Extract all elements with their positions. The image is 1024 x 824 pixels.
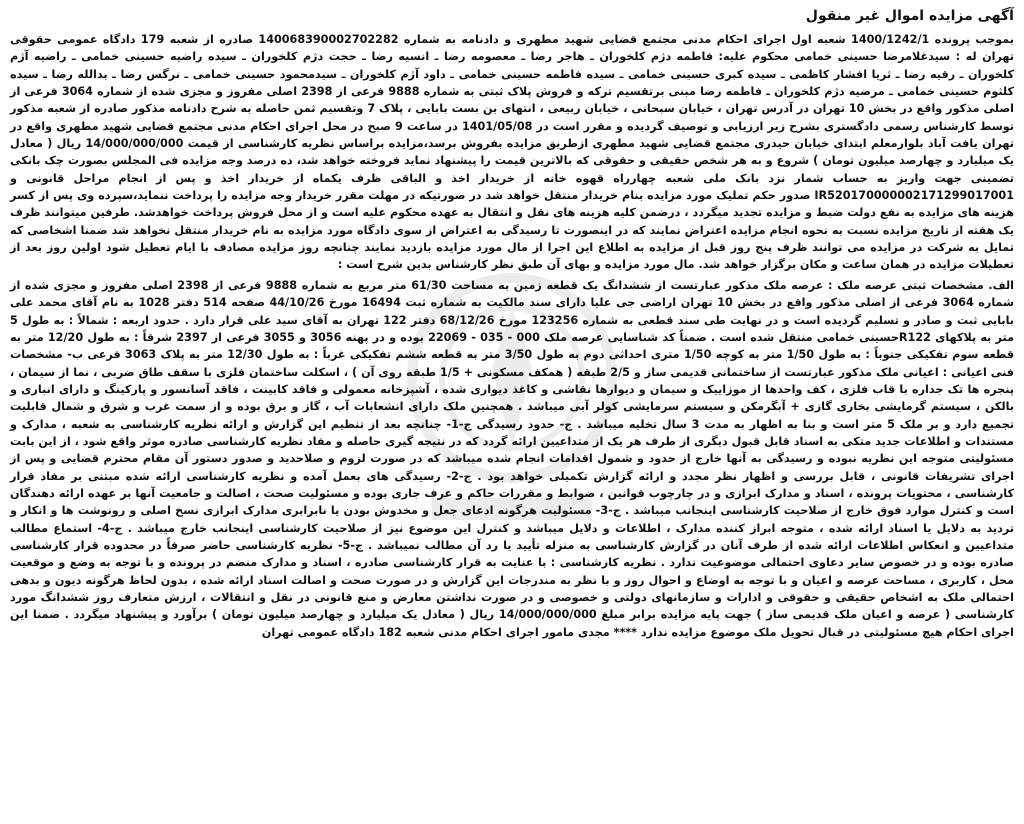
notice-title: آگهی مزایده اموال غیر منقول <box>805 8 1014 24</box>
notice-body-paragraph: بموجب پرونده 1400/1242/1 شعبه اول اجرای احکام مدنی مجتمع قضایی شهید مطهری و دادنامه به شماره 140068390002702282 صادره از شعبه 179 دادگاه عمومی حقوقی تهران له : سیدغلامرضا حسینی خمامی محکوم علیه: فاطمه دژم کلخوران ـ هاجر رضا ـ معصومه رضا ـ انسیه رضا ـ حجت دژم کلخوران ـ سیده راضیه حسینی خمامی ـ راضیه آژم کلخوران ـ رقیه رضا ـ ثریا افشار کاظمی ـ سیده کبری حسینی خمامی ـ سیده فاطمه حسینی خمامی ـ داود آژم کلخوران ـ سیدمحمود حسینی خمامی ـ نرگس رضا ـ بدالله رضا ـ سیده کلثوم حسینی خمامی ـ مرضیه دژم کلخوران ـ فاطمه رضا مبنی برتقسیم ترکه و فروش پلاک ثبتی به شماره 9888 فرعی از 2398 اصلی مفروز و مجزی شده از شماره 3064 فرعی از اصلی مذکور واقع در بخش 10 تهران در آدرس تهران ، خیابان سبحانی ، خیابان ربیعی ، انتهای بن بست بابایی ، پلاک 7 وتقسیم ثمن حاصله به شرح دادنامه مذکور صادره از شعبه مذکور توسط کارشناس رسمی دادگستری بشرح زیر ارزیابی و توصیف گردیده و مقرر است در 1401/05/08 در ساعت 9 صبح در محل اجرای احکام مدنی مجتمع قضایی شهید مطهری واقع در تهران یافت آباد بلوارمعلم ابتدای خیابان حیدری مجتمع قضایی شهید مطهری ازطریق مزایده بفروش برسد،مزایده براساس نظریه کارشناسی از قیمت 14/000/000/000 ریال ( معادل یک میلیارد و چهارصد میلیون تومان ) شروع و به هر شخص حقیقی و حقوقی که بالاترین قیمت را پیشنهاد نماید فروخته خواهد شد، ده درصد وجه مزایده فی المجلس بصورت چک بانکی تضمینی جهت واریز به حساب شمار نزد بانک ملی شعبه چهارراه قهوه خانه از خریدار اخذ و الباقی ظرف یکماه از خریدار اخذ و پس از انجام مراحل قانونی و IR520170000002171299017001 صدور حکم تملیک مورد مزایده بنام خریدار منتقل خواهد شد در صورتیکه در مهلت مقرر خریدار وجه مزایده را پرداخت ننماید،سپرده وی پس از کسر هزینه های مزایده به نفع دولت ضبط و مزایده تجدید میگردد ، درضمن کلیه هزینه های نقل و انتقال به عهده محکوم علیه است و از محل فروش پرداخت خواهدشد. طرفین میتوانند ظرف یک هفته از تاریخ مزایده نسبت به نحوه انجام مزایده اعتراض نمایند که در اینصورت تا رسیدگی به اعتراض از سوی دادگاه مورد مزایده به نام خریدار منتقل نخواهد شد ضمنا اشخاصی که تمایل به شرکت در مزایده می توانند ظرف پنج روز قبل از مزایده به اطلاع این اجرا از مال مورد مزایده بازدید نمایند چنانچه روز مزایده مصادف با ایام تعطیل شود اولین روز بعد از تعطیلات مزایده در همان ساعت و مکان برگزار خواهد شد. مال مورد مزایده و بهای آن طبق نظر کارشناس بدین شرح است : <box>10 33 1015 272</box>
property-specification-paragraph: الف. مشخصات ثبتی عرصه ملک : عرصه ملک مذکور عبارتست از ششدانگ یک قطعه زمین به مساحت 61/30 متر مربع به شماره 9888 فرعی از 2398 اصلی مفروز و مجزی شده از شماره 3064 فرعی از اصلی مذکور واقع در بخش 10 تهران اراضی جی علیا دارای سند مالکیت به شماره ثبت 16494 مورخ 44/10/26 صفحه 514 دفتر 1028 به نام آقای محمد علی بابایی ثبت و صادر و تسلیم گردیده است و در نهایت طی سند قطعی به شماره 123256 مورخ 68/12/26 دفتر 122 تهران به آقای سید علی قرار دارد . حدود اربعه : شمالاً : به طول 5 متر به پلاکهای R122حسینی خمامی منتقل شده است . ضمناً کد شناسایی عرصه ملک 000 - 035 - 22069 بوده و در پهنه 3056 و 3055 فرعی از 2397 شرقاً : به طول 12/20 متر به قطعه سوم تفکیکی جنوباً : به طول 1/50 متر به کوچه 1/50 متری احداثی دوم به طول 3/50 متر به قطعه ششم تفکیکی غرباً : به طول 12/30 متر به پلاک 3063 فرعی ب- مشخصات فنی اعیانی : اعیانی ملک مذکور عبارتست از ساختمانی قدیمی ساز و 2/5 طبقه ( همکف مسکونی + 1/5 طبقه روی آن ) ، اسکلت ساختمان فلزی با سقف طاق ضربی ، نما از سیمان ، پنجره ها تک جداره با قاب فلزی ، کف واحدها از موزاییک و سیمان و دیوارها نقاشی و کاغذ دیواری شده ، آشپزخانه معمولی و فاقد کابینت ، فاقد آسانسور و پارکینگ و دارای انباری و بالکن ، سیستم گرمایشی بخاری گازی + آبگرمکن و سیستم سرمایشی کولر آبی میباشد . همچنین ملک دارای انشعابات آب ، گاز و برق بوده و از سمت غرب و شرق و شمال قابلیت تجمیع دارد و بر ملک 5 متر است و بنا به اظهار به مدت 3 سال تخلیه میباشد . ج- حدود رسیدگی ج-1- چنانچه بعد از تنظیم این گزارش و ارائه نظریه کارشناسی به شعبه ، مدارک و مستندات و اطلاعات جدید متکی به اسناد قابل قبول دیگری از طرف هر یک از متداعیین ارائه گردد که در نتیجه گیری حاصله و مفاد نظریه کارشناسی صادره موثر واقع شود ، از این بابت مسئولیتی متوجه این نظریه نبوده و رسیدگی به آنها خارج از حدود و شمول اقدامات انجام شده میباشد که در صورت لزوم و صلاحدید و صدور دستور آن مقام محترم قضایی و پس از اجرای تشریفات قانونی ، قابل بررسی و اظهار نظر مجدد و ارائه گزارش تکمیلی خواهد بود . ج-2- رسیدگی های بعمل آمده و نظریه کارشناسی ارائه شده مبتنی بر مفاد قرار کارشناسی ، محتویات پرونده ، اسناد و مدارک ابرازی و در چارچوب قوانین ، ضوابط و مقررات حاکم و عرف جاری بوده و مسئولیت صحت ، اصالت و جامعیت آنها بر عهده ارائه دهندگان است و کنترل موارد فوق خارج از صلاحیت کارشناسی اینجانب میباشد . ج-3- مسئولیت هرگونه ادعای جعل و مخدوش بودن یا نابرابری مدارک ابرازی نسخ اصلی و رونوشت ها و انکار و تردید به دلایل یا اسناد ارائه شده ، متوجه ابراز کننده مدارک ، اطلاعات و دلایل میباشد و کنترل این موضوع نیز از صلاحیت کارشناسی اینجانب خارج میباشد . ج-4- استماع مطالب متداعیین و انعکاس اطلاعات ارائه شده از طرف آنان در گزارش کارشناسی به منزله تأیید یا رد آن مطالب نمیباشد . ج-5- نظریه کارشناسی حاضر صرفاً در محدوده قرار کارشناسی صادره بوده و در خصوص سایر دعاوی احتمالی موضوعیت ندارد . نظریه کارشناسی : با عنایت به قرار کارشناسی صادره ، اسناد و مدارک منضم در پرونده و با توجه به وضع و موقعیت محل ، کاربری ، مساحت عرصه و اعیان و با توجه به اوضاع و احوال روز و با نظر به مندرجات این گزارش و در صورت صحت و اصالت اسناد ارائه شده ، بدون لحاظ هرگونه دیون و بدهی احتمالی ملک به اشخاص حقیقی و حقوقی و ادارات و سازمانهای دولتی و خصوصی و در صورت نداشتن معارض و منع قانونی در نقل و انتقالات ، ارزش متعارف روز ششدانگ مورد کارشناسی ( عرصه و اعیان ملک قدیمی ساز ) جهت پایه مزایده برابر مبلغ 14/000/000/000 ریال ( معادل یک میلیارد و چهارصد میلیون تومان ) برآورد و پیشنهاد میگردد . ضمنا این اجرای احکام هیچ مسئولیتی در قبال تحویل ملک موضوع مزایده ندارد **** مجدی مامور اجرای احکام مدنی شعبه 182 دادگاه عمومی تهران <box>10 278 1015 639</box>
